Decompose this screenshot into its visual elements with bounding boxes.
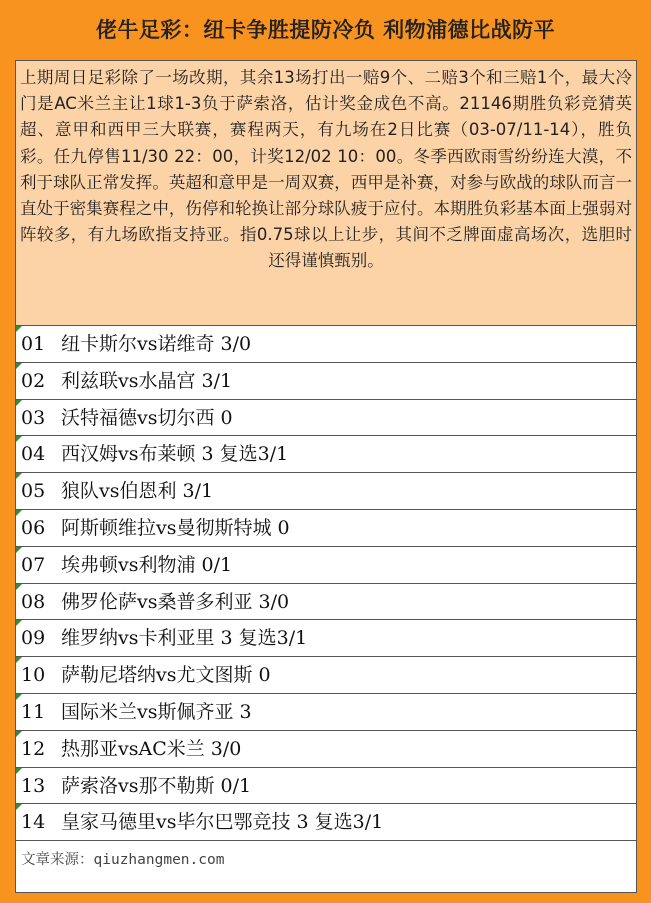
match-text: 佛罗伦萨vs桑普多利亚 3/0 [61, 590, 290, 613]
match-text: 埃弗顿vs利物浦 0/1 [61, 553, 233, 576]
match-number: 10 [21, 664, 46, 687]
match-row [16, 731, 636, 768]
source-label: 文章来源： [21, 852, 94, 869]
match-row [16, 363, 636, 400]
match-text: 利兹联vs水晶宫 3/1 [61, 369, 233, 392]
match-text: 国际米兰vs斯佩齐亚 3 [61, 700, 252, 723]
match-number: 08 [21, 590, 46, 613]
match-row [16, 804, 636, 841]
match-number: 12 [21, 737, 46, 760]
match-text: 维罗纳vs卡利亚里 3 复选3/1 [61, 627, 308, 650]
match-text: 阿斯顿维拉vs曼彻斯特城 0 [61, 516, 290, 539]
match-number: 06 [21, 516, 46, 539]
match-number: 03 [21, 406, 46, 429]
intro-paragraph: 上期周日足彩除了一场改期，其余13场打出一赔9个、二赔3个和三赔1个，最大冷门是AC米兰主让1球1-3负于萨索洛，估计奖金成色不高。21146期胜负彩竞猜英超、意甲和西甲三大联赛，赛程两天，有九场在2日比赛（03-07/11-14），胜负彩。任九停售11/30 22：00，计奖12/02 10：00。冬季西欧雨雪纷纷连大漠，不利于球队正常发挥。英超和意甲是一周双赛，西甲是补赛，对参与欧战的球队而言一直处于密集赛程之中，伤停和轮换让部分球队疲于应付。本期胜负彩基本面上强弱对阵较多，有九场欧指支持亚。指0.75球以上让步，其间不乏牌面虚高场次，选胆时还得谨慎甄别。 [16, 61, 636, 326]
match-number: 07 [21, 553, 46, 576]
match-row [16, 400, 636, 437]
match-text: 西汉姆vs布莱顿 3 复选3/1 [61, 443, 289, 466]
match-row [16, 768, 636, 805]
match-text: 沃特福德vs切尔西 0 [61, 406, 233, 429]
match-text: 萨勒尼塔纳vs尤文图斯 0 [61, 664, 271, 687]
match-text: 萨索洛vs那不勒斯 0/1 [61, 774, 252, 797]
match-text: 皇家马德里vs毕尔巴鄂竞技 3 复选3/1 [61, 811, 384, 834]
match-number: 04 [21, 443, 46, 466]
match-row [16, 694, 636, 731]
match-text: 纽卡斯尔vs诺维奇 3/0 [61, 333, 252, 355]
match-number: 05 [21, 480, 46, 503]
match-number: 09 [21, 627, 46, 650]
match-row [16, 657, 636, 694]
match-number: 01 [21, 333, 46, 355]
match-text: 热那亚vsAC米兰 3/0 [61, 737, 242, 760]
match-number: 14 [21, 811, 46, 834]
match-row [16, 547, 636, 584]
match-number: 02 [21, 369, 46, 392]
match-row [16, 436, 636, 473]
article-source [16, 841, 636, 892]
match-list [16, 326, 636, 841]
match-row [16, 510, 636, 547]
match-row [16, 473, 636, 510]
match-row [16, 326, 636, 363]
page-title: 佬牛足彩：纽卡争胜提防冷负 利物浦德比战防平 [95, 18, 556, 42]
source-link[interactable]: qiuzhangmen.com [93, 852, 225, 869]
match-number: 11 [21, 700, 46, 723]
match-number: 13 [21, 774, 46, 797]
match-row [16, 584, 636, 621]
match-row [16, 620, 636, 657]
match-text: 狼队vs伯恩利 3/1 [61, 480, 214, 503]
content-card [15, 60, 637, 893]
